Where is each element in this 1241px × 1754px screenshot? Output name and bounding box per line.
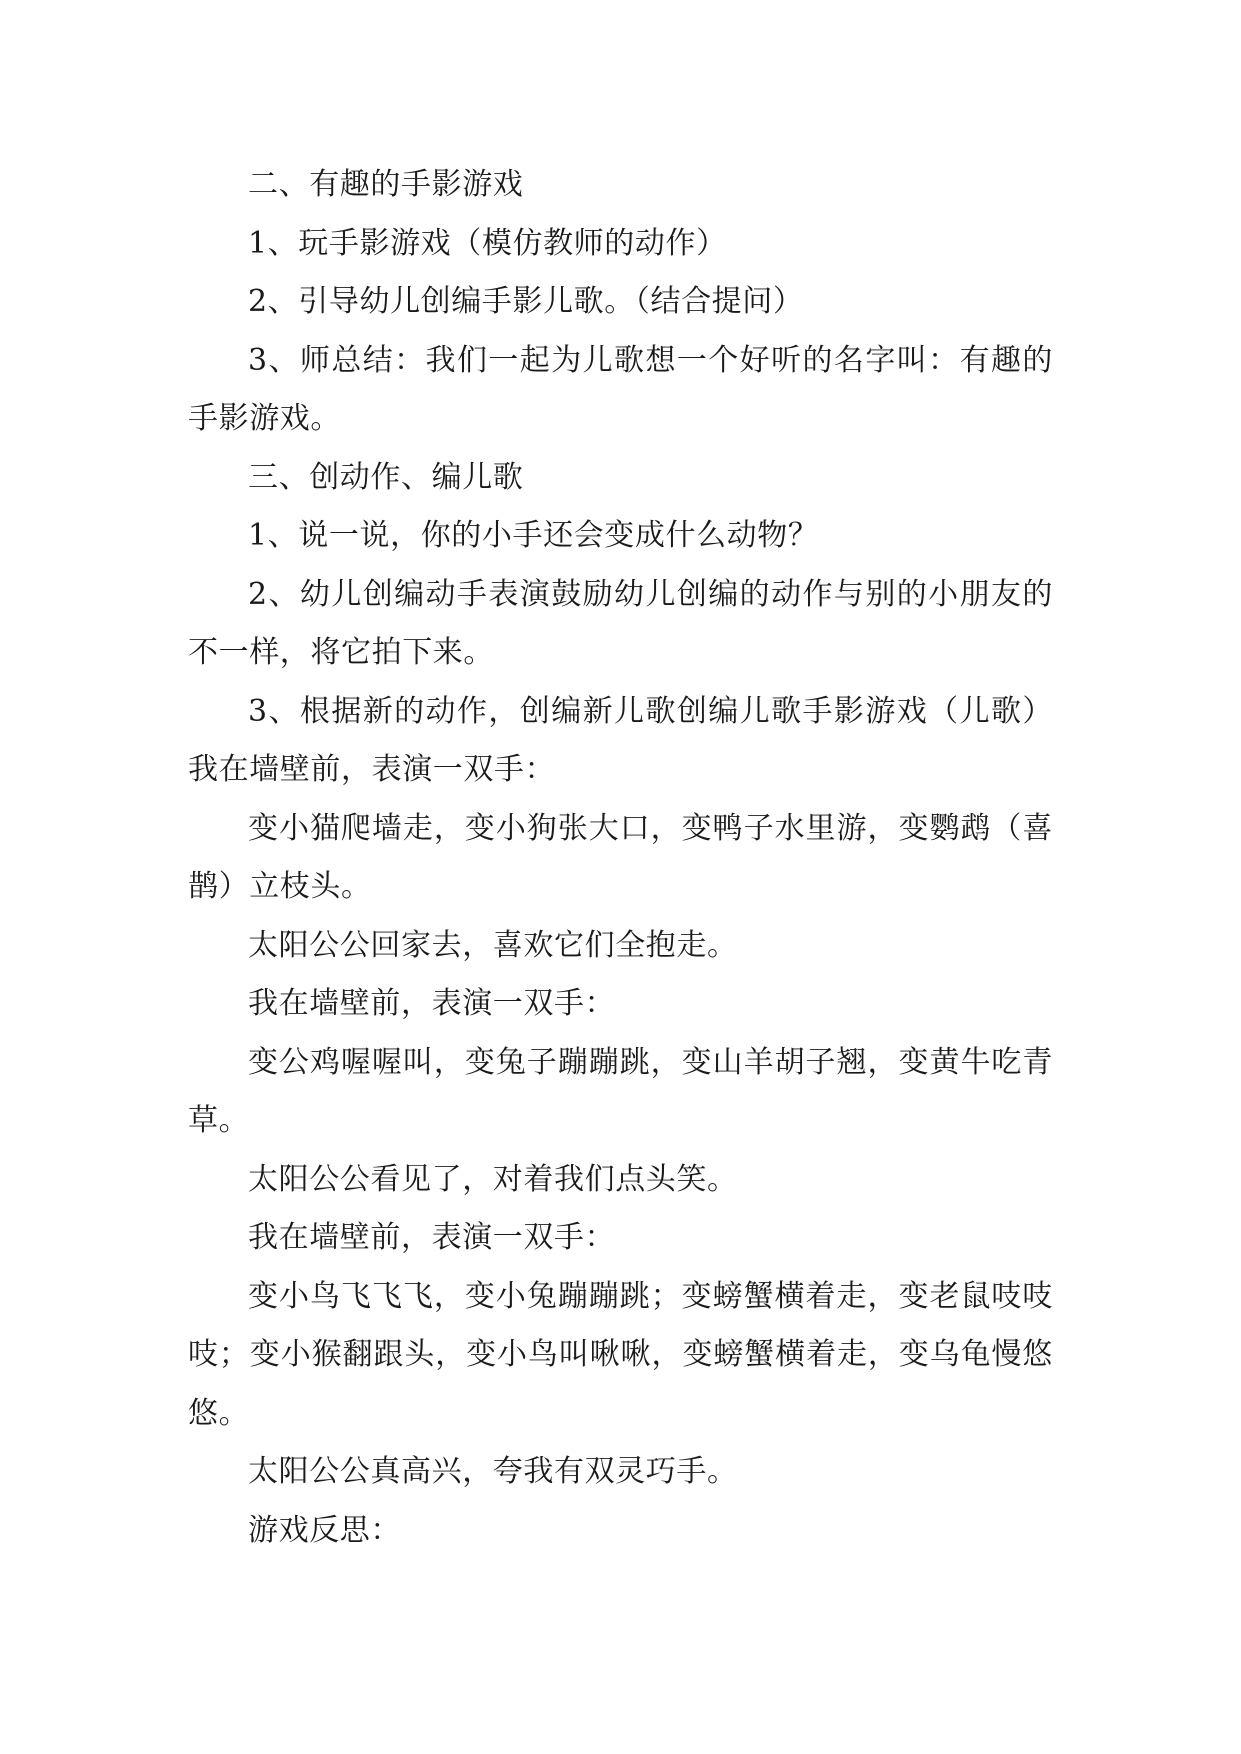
rhyme-line: 太阳公公真高兴，夸我有双灵巧手。 <box>248 1454 738 1489</box>
paragraph: 3、根据新的动作，创编新儿歌创编儿歌手影游戏（儿歌）我在墙壁前，表演一双手： <box>188 693 1053 787</box>
rhyme-line: 太阳公公看见了，对着我们点头笑。 <box>248 1161 738 1197</box>
rhyme-line: 我在墙壁前，表演一双手： <box>248 1220 616 1255</box>
section-heading-2: 二、有趣的手影游戏 <box>248 167 524 202</box>
rhyme-line: 变小猫爬墙走，变小狗张大口，变鸭子水里游，变鹦鹉（喜鹊）立枝头。 <box>188 810 1053 904</box>
rhyme-line: 太阳公公回家去，喜欢它们全抱走。 <box>248 927 738 963</box>
paragraph: 2、幼儿创编动手表演鼓励幼儿创编的动作与别的小朋友的不一样，将它拍下来。 <box>188 576 1053 670</box>
paragraph: 1、说一说，你的小手还会变成什么动物？ <box>248 518 819 553</box>
document-body <box>188 156 1053 1560</box>
rhyme-line: 变小鸟飞飞飞，变小兔蹦蹦跳；变螃蟹横着走，变老鼠吱吱吱；变小猴翻跟头，变小鸟叫啾啾，变螃蟹横着走，变乌龟慢悠悠。 <box>188 1278 1053 1431</box>
paragraph: 1、玩手影游戏（模仿教师的动作） <box>248 225 727 261</box>
paragraph: 3、师总结：我们一起为儿歌想一个好听的名字叫：有趣的手影游戏。 <box>188 342 1053 436</box>
section-heading-3: 三、创动作、编儿歌 <box>248 459 524 495</box>
rhyme-line: 我在墙壁前，表演一双手： <box>248 986 616 1021</box>
reflection-heading: 游戏反思： <box>248 1512 401 1548</box>
paragraph: 2、引导幼儿创编手影儿歌。（结合提问） <box>248 284 804 319</box>
rhyme-line: 变公鸡喔喔叫，变兔子蹦蹦跳，变山羊胡子翘，变黄牛吃青草。 <box>188 1044 1053 1138</box>
